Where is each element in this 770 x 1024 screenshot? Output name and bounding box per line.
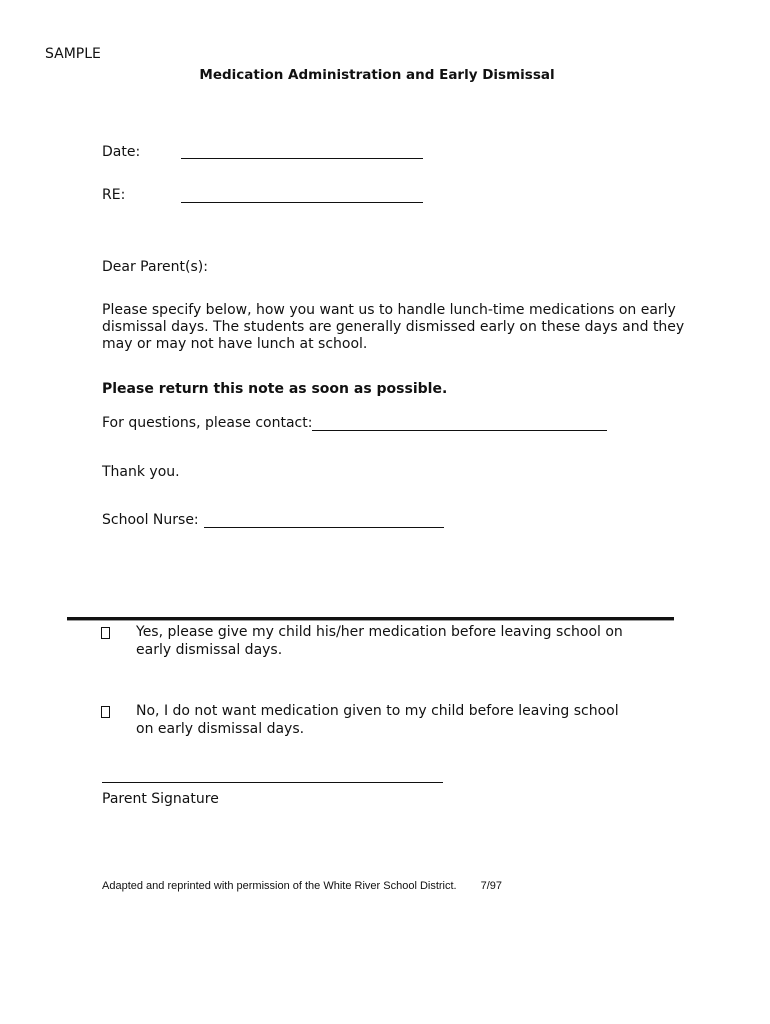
document-title: Medication Administration and Early Dismissal [199, 67, 555, 83]
footer-credit-text: Adapted and reprinted with permission of the White River School District. [102, 880, 457, 892]
footer-credit [102, 880, 502, 892]
greeting: Dear Parent(s): [102, 259, 208, 275]
section-divider [67, 617, 674, 620]
questions-label: For questions, please contact: [102, 415, 313, 431]
parent-signature-field[interactable] [102, 782, 443, 783]
no-checkbox[interactable] [101, 706, 110, 718]
thank-you: Thank you. [102, 464, 180, 480]
date-label: Date: [102, 144, 141, 160]
sample-label: SAMPLE [45, 46, 101, 62]
yes-checkbox[interactable] [101, 627, 110, 639]
body-paragraph: Please specify below, how you want us to handle lunch-time medications on early dismissal days. The students are generally dismissed early on these days and they may or may not have lunch at school. [102, 302, 685, 352]
re-label: RE: [102, 187, 126, 203]
contact-field[interactable] [312, 430, 607, 431]
school-nurse-label: School Nurse: [102, 512, 199, 528]
footer-date: 7/97 [480, 880, 503, 892]
yes-option-text: Yes, please give my child his/her medication before leaving school on early dismissal days. [136, 624, 623, 658]
date-field[interactable] [181, 158, 423, 159]
parent-signature-label: Parent Signature [102, 791, 219, 807]
school-nurse-field[interactable] [204, 527, 444, 528]
return-note: Please return this note as soon as possible. [102, 381, 448, 397]
no-option-text: No, I do not want medication given to my child before leaving school on early dismissal days. [136, 703, 619, 737]
re-field[interactable] [181, 202, 423, 203]
